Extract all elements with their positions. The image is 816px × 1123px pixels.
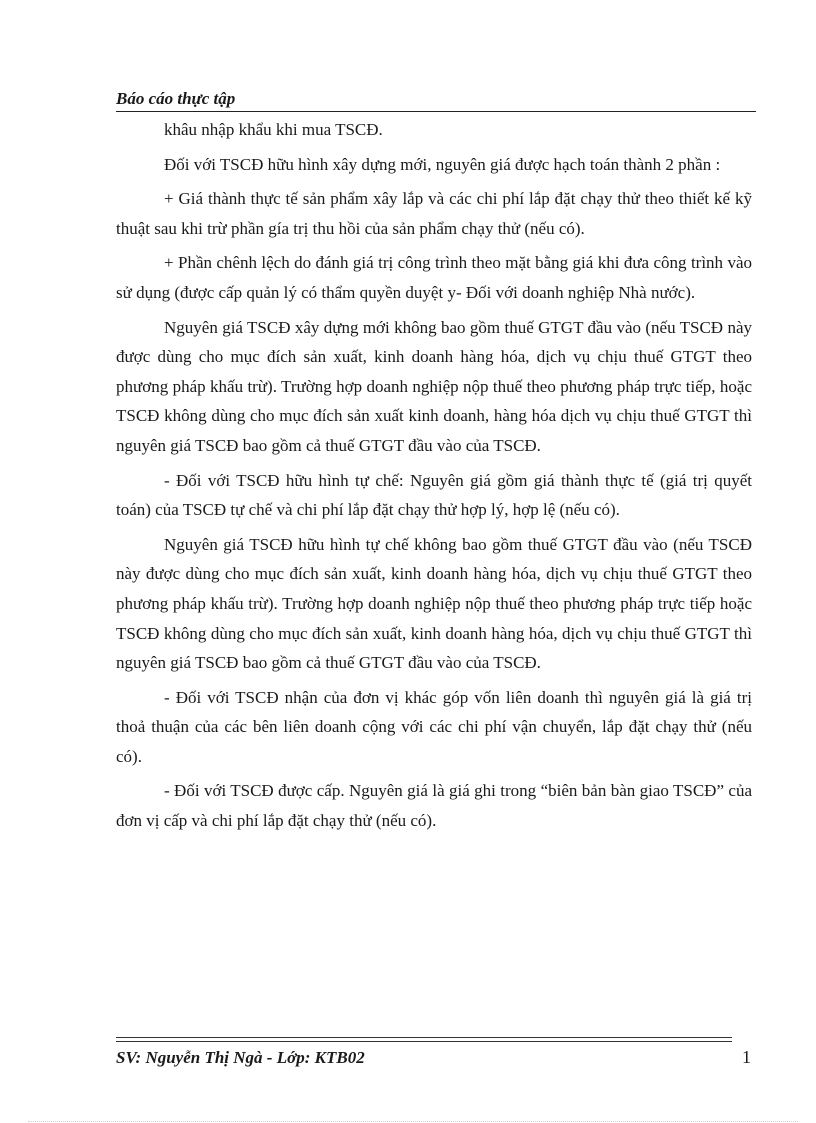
paragraph-vat-self-made: Nguyên giá TSCĐ hữu hình tự chế không bao gồm thuế GTGT đầu vào (nếu TSCĐ này được dùng cho mục đích sản xuất, kinh doanh hàng hóa, dịch vụ chịu thuế GTGT theo phương pháp khấu trừ). Trường hợp doanh nghiệp nộp thuế theo phương pháp trực tiếp hoặc TSCĐ không dùng cho mục đích sản xuất, kinh doanh hàng hóa, dịch vụ chịu thuế GTGT thì nguyên giá TSCĐ bao gồm cả thuế GTGT đầu vào của TSCĐ. [116,534,752,673]
document-body [116,115,752,841]
page-number: 1 [742,1047,751,1067]
page-edge-divider [28,1121,798,1122]
paragraph-cost-split: Đối với TSCĐ hữu hình xây dựng mới, nguyên giá được hạch toán thành 2 phần : [164,154,721,174]
paragraph-joint-venture: - Đối với TSCĐ nhận của đơn vị khác góp vốn liên doanh thì nguyên giá là giá trị thoả thuận của các bên liên doanh cộng với các chi phí vận chuyển, lắp đặt chạy thử (nếu có). [116,687,752,766]
paragraph-construction-cost: + Giá thành thực tế sản phẩm xây lắp và các chi phí lắp đặt chạy thử theo thiết kế kỹ thuật sau khi trừ phần gía trị thu hồi của sản phẩm chạy thử (nếu có). [116,189,752,238]
paragraph-vat-new-construction: Nguyên giá TSCĐ xây dựng mới không bao gồm thuế GTGT đầu vào (nếu TSCĐ này được dùng cho mục đích sản xuất, kinh doanh hàng hóa, dịch vụ chịu thuế GTGT theo phương pháp khấu trừ). Trường hợp doanh nghiệp nộp thuế theo phương pháp trực tiếp, hoặc TSCĐ không dùng cho mục đích sản xuất kinh doanh, hàng hóa dịch vụ chịu thuế GTGT thì nguyên giá TSCĐ bao gồm cả thuế GTGT đầu vào của TSCĐ. [116,317,752,455]
paragraph-self-made-assets: - Đối với TSCĐ hữu hình tự chế: Nguyên giá gồm giá thành thực tế (giá trị quyết toán) của TSCĐ tự chế và chi phí lắp đặt chạy thử hợp lý, hợp lệ (nếu có). [116,470,752,520]
paragraph-allocated-assets: - Đối với TSCĐ được cấp. Nguyên giá là giá ghi trong “biên bản bàn giao TSCĐ” của đơn vị cấp và chi phí lắp đặt chạy thử (nếu có). [116,781,752,831]
page-header-title: Báo cáo thực tập [116,88,756,112]
footer-divider-top [116,1037,732,1038]
footer-divider-bottom [116,1041,732,1042]
paragraph-price-difference: + Phần chênh lệch do đánh giá trị công trình theo mặt bằng giá khi đưa công trình vào sử dụng (được cấp quản lý có thẩm quyền duyệt y- Đối với doanh nghiệp Nhà nước). [116,253,752,302]
paragraph-continuation: khâu nhập khẩu khi mua TSCĐ. [164,120,383,139]
footer-author: SV: Nguyễn Thị Ngà - Lớp: KTB02 [116,1048,365,1067]
